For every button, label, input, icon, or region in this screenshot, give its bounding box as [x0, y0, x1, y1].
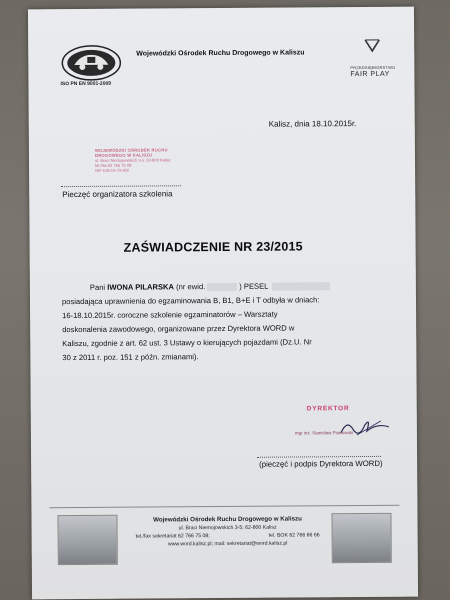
stamp-line: tel./fax 62 766 75 08 — [95, 162, 132, 168]
director-stamp-title: DYREKTOR — [306, 405, 350, 413]
certificate-body — [62, 279, 385, 365]
footer-address: ul. Braci Niemojowskich 3-5; 62-800 Kalisz — [178, 524, 277, 532]
body-line: 16-18.10.2015r. coroczne szkolenie egzaminatorów – Warsztaty — [62, 309, 278, 321]
salutation: Pani — [89, 282, 106, 292]
iso-certification: ISO PN EN 9001-2009 — [60, 80, 112, 88]
stamp-line: NIP 618-19-73-302 — [95, 167, 130, 173]
stamp-line: ul. Braci Niemojowskich 3-5, 62-800 Kalisz — [94, 157, 171, 163]
director-signature-label: (pieczęć i podpis Dyrektora WORD) — [259, 458, 383, 469]
word-logo-icon — [60, 43, 122, 83]
certificate-document — [28, 7, 418, 600]
body-line: Kaliszu, zgodnie z art. 62 ust. 3 Ustawy o kierujących pojazdami (Dz.U. Nr — [62, 337, 312, 349]
stamp-line: WOJEWÓDZKI OŚRODEK RUCHU — [94, 147, 168, 153]
fair-play-caption: PRZEDSIĘBIORSTWO — [350, 64, 396, 71]
footer-web-mail: www.word.kalisz.pl; mail: sekretariat@word.kalisz.pl — [167, 540, 288, 548]
director-signature-line — [257, 456, 381, 458]
record-number-label: (nr ewid. — [176, 282, 206, 292]
footer-title: Wojewódzki Ośrodek Ruchu Drogowego w Kaliszu — [153, 515, 302, 524]
director-stamp-name: mgr inż. Stanisław Piotrowski — [294, 430, 354, 436]
organizer-label: Pieczęć organizatora szkolenia — [62, 189, 173, 200]
footer-contact — [127, 515, 327, 548]
body-line: 30 z 2011 r. poz. 151 z późn. zmianami). — [62, 352, 199, 363]
footer-tel-bok: tel. BOK 62 766 66 66 — [268, 532, 320, 539]
fair-play-label: FAIR PLAY — [350, 70, 390, 79]
body-line: posiadająca uprawnienia do egzaminowania B, B1, B+E i T odbyła w dniach: — [61, 295, 320, 307]
redacted-record-number — [207, 283, 237, 291]
organization-header: Wojewódzki Ośrodek Ruchu Drogowego w Kaliszu — [136, 49, 305, 58]
footer-tel-fax: tel./fax sekretariat 62 766 75 08; — [135, 533, 210, 540]
document-title: ZAŚWIADCZENIE NR 23/2015 — [123, 239, 303, 255]
city-date: Kalisz, dnia 18.10.2015r. — [268, 119, 357, 129]
body-line: doskonalenia zawodowego, organizowane przez Dyrektora WORD w — [62, 323, 295, 335]
pesel-label: ) PESEL — [239, 281, 269, 291]
stamp-line: DROGOWEGO W KALISZU — [94, 152, 153, 158]
redacted-pesel — [272, 282, 330, 290]
footer-track-photo — [331, 513, 391, 563]
fair-play-checkmark-icon — [364, 39, 380, 53]
footer-divider — [49, 505, 399, 508]
footer-building-photo — [57, 515, 117, 565]
recipient-name: IWONA PILARSKA — [107, 282, 175, 292]
director-signature — [277, 405, 354, 436]
handwritten-signature-icon — [337, 415, 397, 439]
organizer-signature-line — [61, 185, 181, 187]
organizer-stamp — [95, 147, 175, 173]
